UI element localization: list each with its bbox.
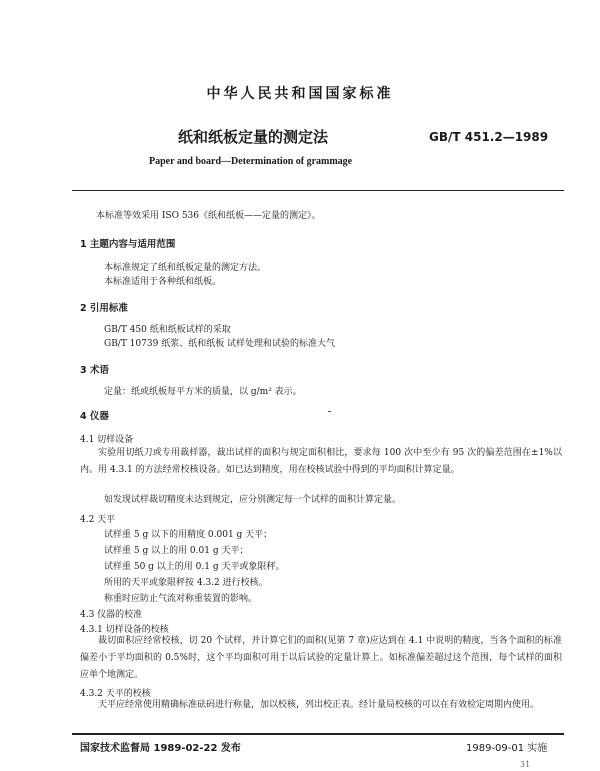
section-1-line-2: 本标准适用于各种纸和纸板。 — [104, 277, 222, 287]
subsection-4-1-paragraph: 实验用切纸刀或专用裁样器，裁出试样的面积与规定面积相比，要求每 100 次中至少有 95 次的偏差范围在±1%以内。用 4.3.1 的方法经常校核设备。如已达到精度，用在校核试验中得到的平均面积计算定量。 — [80, 448, 562, 475]
subsection-4-3-1-heading: 4.3.1 切样设备的校核 — [80, 625, 169, 635]
balance-rule-4: 所用的天平或象限秤按 4.3.2 进行校核。 — [104, 578, 268, 588]
document-title: 纸和纸板定量的测定法 — [178, 128, 329, 146]
subsection-4-1-heading: 4.1 切样设备 — [80, 435, 134, 445]
section-4-heading: 4 仪器 — [80, 411, 109, 422]
section-1-heading: 1 主题内容与适用范围 — [80, 239, 176, 250]
balance-rule-3: 试样重 50 g 以上的用 0.1 g 天平或象限秤。 — [104, 562, 285, 572]
balance-rule-1: 试样重 5 g 以下的用精度 0.001 g 天平； — [104, 530, 273, 540]
grammage-definition: 定量：纸或纸板每平方米的质量，以 g/m² 表示。 — [104, 387, 302, 397]
footer-rule — [72, 733, 564, 735]
subsection-4-2-heading: 4.2 天平 — [80, 515, 116, 525]
section-1-line-1: 本标准规定了纸和纸板定量的测定方法。 — [104, 263, 267, 273]
subsection-4-1-note: 如发现试样裁切精度未达到规定，应分别测定每一个试样的面积计算定量。 — [104, 495, 402, 505]
scan-speck — [328, 411, 331, 412]
subsection-4-3-1-paragraph: 裁切面积应经常校核，切 20 个试样，并计算它们的面积(见第 7 章)应达到在 4.1 中说明的精度，当各个面积的标准偏差小于平均面积的 0.5%时，这个平均面积可用于以后试验的定量计算上。如标准偏差超过这个范围，每个试样的面积应单个地测定。 — [80, 636, 562, 680]
header-rule — [72, 190, 564, 191]
balance-rule-5: 称重时应防止气流对称重装置的影响。 — [104, 594, 258, 604]
balance-rule-2: 试样重 5 g 以上的用 0.01 g 天平； — [104, 546, 249, 556]
standard-number: GB/T 451.2—1989 — [429, 130, 549, 144]
reference-standard-2: GB/T 10739 纸浆、纸和纸板 试样处理和试验的标准大气 — [104, 339, 336, 349]
section-3-heading: 3 术语 — [80, 365, 109, 376]
effective-date: 1989-09-01 实施 — [466, 743, 548, 754]
english-title: Paper and board—Determination of grammage — [149, 156, 353, 167]
subsection-4-3-2-paragraph: 天平应经常使用精确标准砝码进行称量，加以校核，列出校正表。经计量局校核的可以在有效检定周期内使用。 — [98, 700, 540, 710]
issued-by-date: 国家技术监督局 1989-02-22 发布 — [80, 743, 241, 754]
subsection-4-3-2-heading: 4.3.2 天平的校核 — [80, 689, 151, 699]
subsection-4-3-heading: 4.3 仪器的校准 — [80, 610, 143, 620]
intro-text: 本标准等效采用 ISO 536《纸和纸板——定量的测定》。 — [96, 211, 321, 221]
issuing-standard-line: 中华人民共和国国家标准 — [206, 86, 394, 102]
reference-standard-1: GB/T 450 纸和纸板试样的采取 — [104, 325, 231, 335]
section-2-heading: 2 引用标准 — [80, 303, 128, 314]
page-number: 31 — [520, 760, 531, 769]
